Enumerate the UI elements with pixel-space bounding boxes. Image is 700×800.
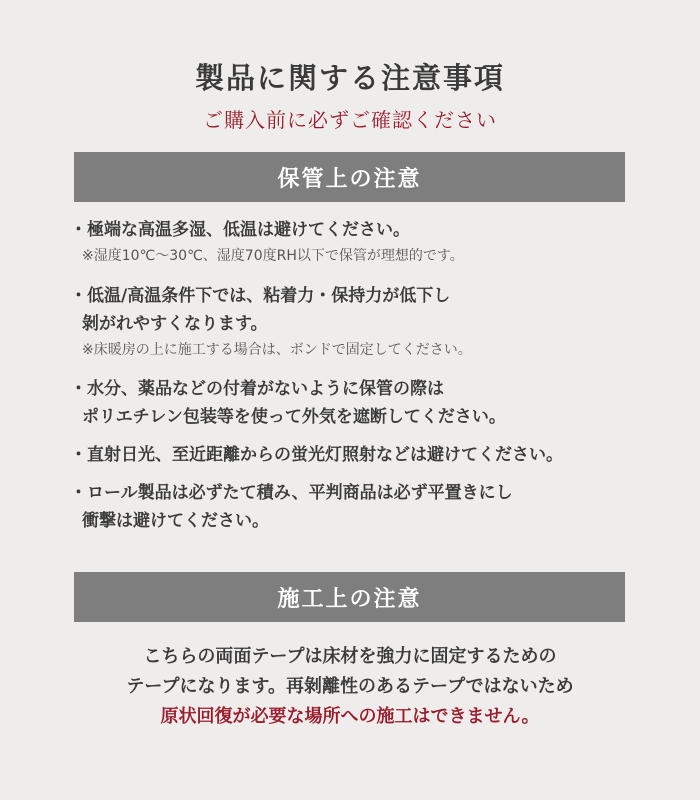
- storage-item-text: 衝撃は避けてください。: [82, 511, 269, 531]
- construction-warning: 原状回復が必要な場所への施工はできません。: [160, 706, 540, 727]
- storage-item: [70, 282, 680, 362]
- storage-heading-band: [74, 152, 625, 202]
- storage-item-text: 剝がれやすくなります。: [82, 314, 268, 334]
- storage-item-note: ※湿度10℃〜30℃、湿度70度RH以下で保管が理想的です。: [82, 248, 464, 264]
- construction-notice-line: こちらの両面テープは床材を強力に固定するための: [143, 646, 557, 667]
- construction-notice: [0, 642, 700, 732]
- storage-item-text: ・ロール製品は必ずたて積み、平判商品は必ず平置きにし: [70, 483, 513, 503]
- storage-item-text: ・水分、薬品などの付着がないように保管の際は: [70, 379, 444, 399]
- storage-item: [70, 479, 680, 535]
- storage-item: [70, 216, 680, 268]
- storage-item: [70, 441, 680, 469]
- storage-item-text: ・低温/高温条件下では、粘着力・保持力が低下し: [70, 286, 451, 306]
- storage-item-note: ※床暖房の上に施工する場合は、ボンドで固定してください。: [82, 342, 472, 358]
- storage-item: [70, 375, 680, 431]
- construction-heading: 施工上の注意: [277, 586, 422, 612]
- page-subtitle: ご購入前に必ずご確認ください: [203, 108, 497, 132]
- storage-item-text: ・極端な高温多湿、低温は避けてください。: [70, 220, 410, 240]
- storage-item-text: ・直射日光、至近距離からの蛍光灯照射などは避けてください。: [70, 445, 563, 465]
- construction-notice-line: テープになります。再剝離性のあるテープではないため: [126, 676, 574, 697]
- page-title: 製品に関する注意事項: [194, 61, 505, 95]
- storage-heading: 保管上の注意: [277, 166, 422, 192]
- construction-heading-band: [74, 572, 625, 622]
- storage-item-text: ポリエチレン包装等を使って外気を遮断してください。: [82, 407, 506, 427]
